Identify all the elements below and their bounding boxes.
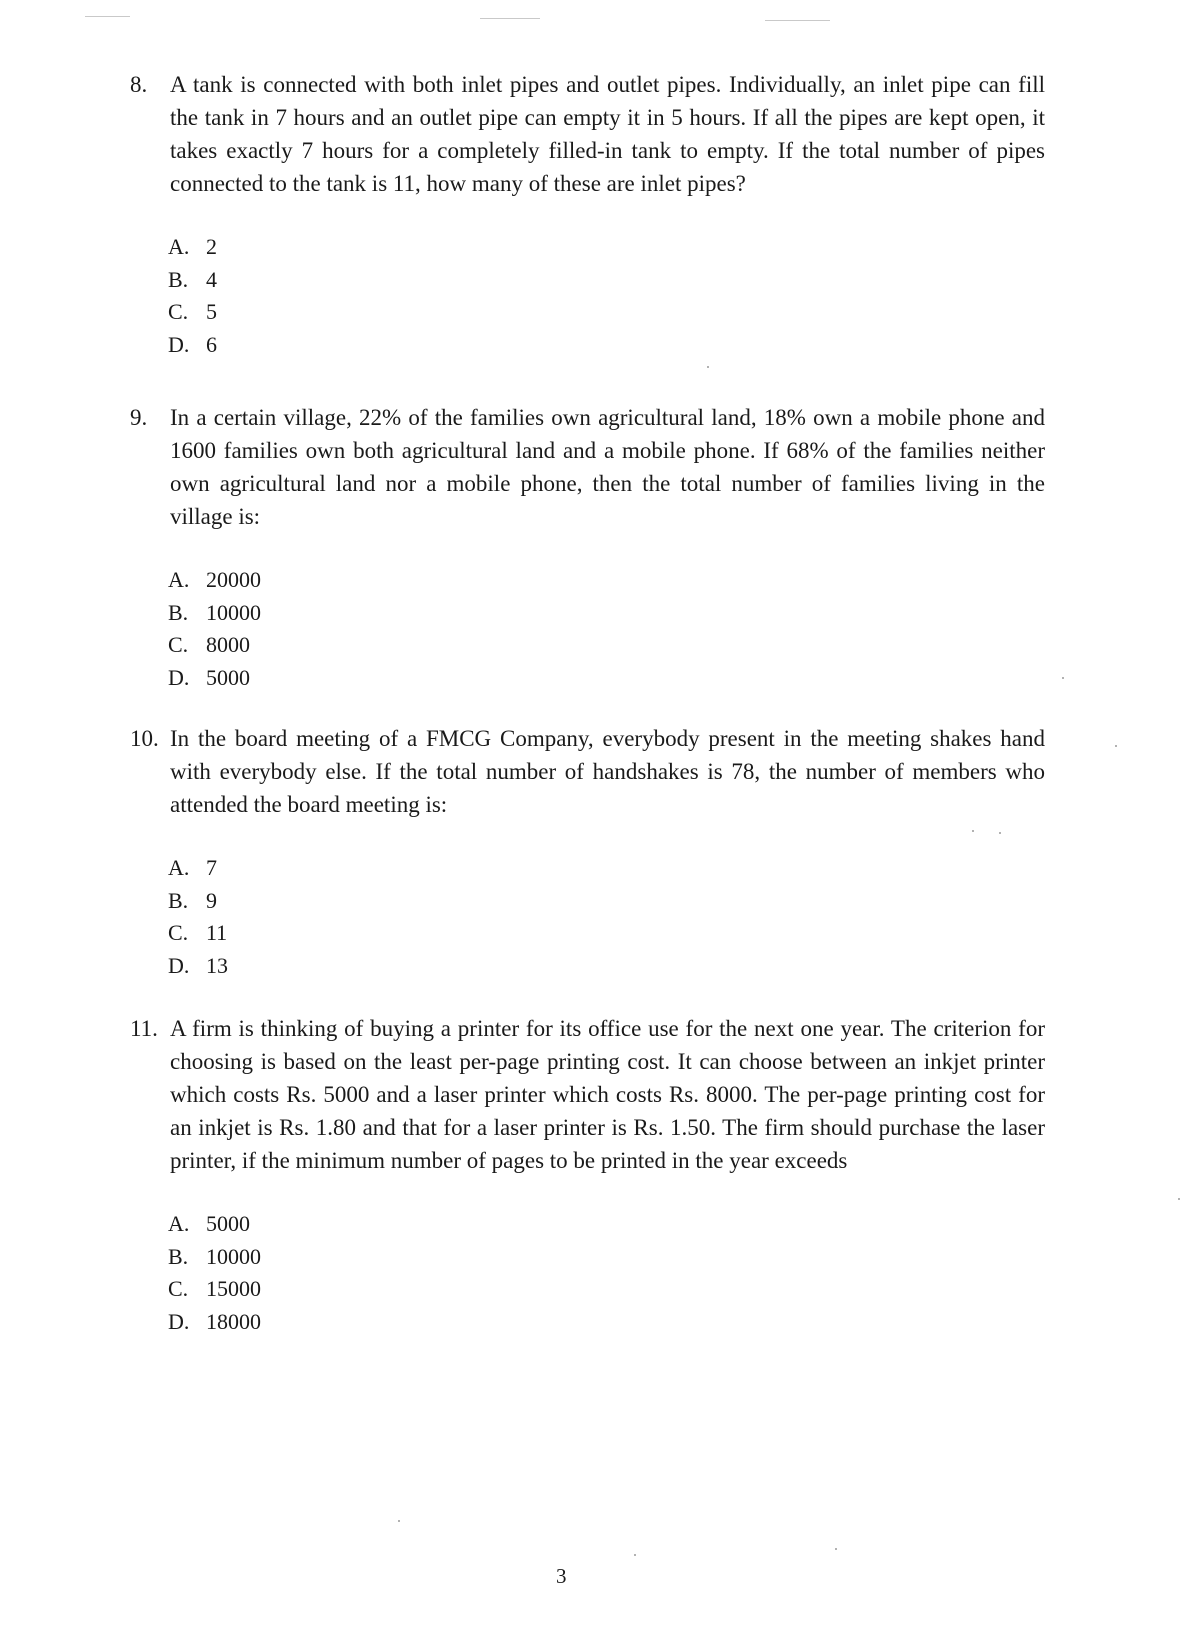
option-value: 8000 xyxy=(206,632,250,657)
question-text: In the board meeting of a FMCG Company, everybody present in the meeting shakes hand with everybody else. If the total number of handshakes is 78, the number of members who attended the board meeting is: xyxy=(170,726,1045,817)
scan-artifact-line xyxy=(765,20,830,21)
option-value: 13 xyxy=(206,952,228,978)
option-value: 11 xyxy=(206,920,228,945)
option-value: 9 xyxy=(206,887,217,913)
option-letter: C. xyxy=(168,299,189,324)
question-text: In a certain village, 22% of the families own agricultural land, 18% own a mobile phone and 1600 families own both agricultural land and a mobile phone. If 68% of the families neither own agricultural land nor a mobile phone, then the total number of families living in the village is: xyxy=(170,405,1045,529)
scan-speck xyxy=(1115,745,1117,747)
option-letter: B. xyxy=(168,887,189,913)
option-value: 6 xyxy=(206,331,217,357)
option-letter: A. xyxy=(168,1211,190,1236)
answer-options xyxy=(168,1208,1045,1338)
option-letter: D. xyxy=(168,952,190,978)
scan-speck xyxy=(972,830,974,832)
option-d xyxy=(168,950,1045,983)
option-letter: D. xyxy=(168,331,190,357)
option-c xyxy=(168,296,1045,329)
answer-options xyxy=(168,564,1045,694)
question-number: 9. xyxy=(130,405,148,430)
scan-speck xyxy=(707,366,709,368)
question-text: A firm is thinking of buying a printer for its office use for the next one year. The criterion for choosing is based on the least per-page printing cost. It can choose between an inkjet printer which costs Rs. 5000 and a laser printer which costs Rs. 8000. The per-page printing cost for an inkjet is Rs. 1.80 and that for a laser printer is Rs. 1.50. The firm should purchase the laser printer, if the minimum number of pages to be printed in the year exceeds xyxy=(170,1016,1045,1173)
option-value: 7 xyxy=(206,855,217,880)
option-letter: D. xyxy=(168,1308,190,1334)
option-value: 15000 xyxy=(206,1276,261,1301)
option-letter: B. xyxy=(168,1243,189,1269)
option-d xyxy=(168,662,1045,695)
option-value: 20000 xyxy=(206,567,261,592)
scan-speck xyxy=(999,832,1001,834)
option-letter: B. xyxy=(168,266,189,292)
option-d xyxy=(168,329,1045,362)
option-letter: B. xyxy=(168,599,189,625)
scan-speck xyxy=(1178,1198,1180,1200)
option-c xyxy=(168,917,1045,950)
option-letter: A. xyxy=(168,855,190,880)
page-number: 3 xyxy=(556,1564,567,1588)
question-8 xyxy=(130,68,1045,361)
option-value: 10000 xyxy=(206,599,261,625)
option-b xyxy=(168,885,1045,918)
option-value: 18000 xyxy=(206,1308,261,1334)
question-number: 8. xyxy=(130,72,148,97)
scan-speck xyxy=(1062,677,1064,679)
scan-artifact-line xyxy=(480,18,540,19)
answer-options xyxy=(168,852,1045,982)
option-c xyxy=(168,629,1045,662)
option-b xyxy=(168,1241,1045,1274)
option-value: 5000 xyxy=(206,1211,250,1236)
option-letter: C. xyxy=(168,1276,189,1301)
question-10 xyxy=(130,722,1045,982)
option-value: 5000 xyxy=(206,664,250,690)
option-a xyxy=(168,231,1045,264)
option-letter: C. xyxy=(168,920,189,945)
option-d xyxy=(168,1306,1045,1339)
option-a xyxy=(168,564,1045,597)
option-c xyxy=(168,1273,1045,1306)
option-value: 4 xyxy=(206,266,217,292)
question-11 xyxy=(130,1012,1045,1338)
option-letter: A. xyxy=(168,234,190,259)
question-text: A tank is connected with both inlet pipes and outlet pipes. Individually, an inlet pipe can fill the tank in 7 hours and an outlet pipe can empty it in 5 hours. If all the pipes are kept open, it takes exactly 7 hours for a completely filled-in tank to empty. If the total number of pipes connected to the tank is 11, how many of these are inlet pipes? xyxy=(170,72,1045,196)
option-letter: C. xyxy=(168,632,189,657)
option-a xyxy=(168,852,1045,885)
scan-artifact-line xyxy=(85,16,130,17)
option-letter: D. xyxy=(168,664,190,690)
question-number: 11. xyxy=(130,1016,158,1041)
option-b xyxy=(168,264,1045,297)
answer-options xyxy=(168,231,1045,361)
question-number: 10. xyxy=(130,726,159,751)
option-letter: A. xyxy=(168,567,190,592)
option-value: 5 xyxy=(206,299,217,324)
option-value: 10000 xyxy=(206,1243,261,1269)
option-a xyxy=(168,1208,1045,1241)
option-value: 2 xyxy=(206,234,217,259)
scan-speck xyxy=(634,1554,636,1556)
scan-speck xyxy=(398,1520,400,1522)
option-b xyxy=(168,597,1045,630)
question-9 xyxy=(130,401,1045,694)
scan-speck xyxy=(835,1548,837,1550)
